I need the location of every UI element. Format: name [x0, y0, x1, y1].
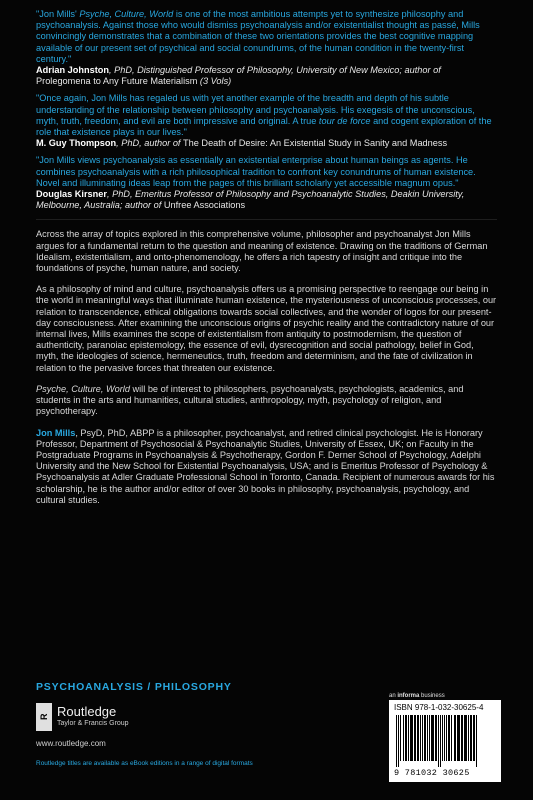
author-bio	[36, 428, 497, 506]
endorser-name: Douglas Kirsner	[36, 189, 107, 200]
quote-text: and cogent exploration of the role that existence plays in our lives."	[36, 115, 492, 138]
section-divider	[36, 219, 497, 220]
informa-business-label	[389, 693, 445, 699]
endorsement	[36, 93, 497, 149]
endorser-credentials: Unfree Associations	[163, 200, 246, 211]
description-text: Psyche, Culture, World	[36, 383, 130, 394]
publisher-url[interactable]: www.routledge.com	[36, 739, 106, 748]
quote-text: tour de force	[318, 115, 371, 126]
quote-text: "Jon Mills views psychoanalysis as essentially an existential enterprise about human beings as agents. He combines psychoanalysis with a rich philosophical tradition to confront key conundrums of human existence. Novel and illuminating ideas leap from the pages of this brilliant scholarly yet accessible magnum opus."	[36, 155, 476, 188]
informa-brand: informa	[397, 693, 420, 699]
category-label: PSYCHOANALYSIS / PHILOSOPHY	[36, 681, 232, 693]
endorser-credentials: Prolegomena to Any Future Materialism	[36, 76, 198, 87]
book-description	[36, 229, 497, 417]
description-text: As a philosophy of mind and culture, psychoanalysis offers us a promising perspective to reengage our being in the world in meaningful ways that illuminate human existence, the mysteriousness of unconscious processes, our relation to transcendence, ethical obligations towards social collectives, and the wonder of logos for our present-day consciousness. After examining the unconscious origins of psychic reality and the contradictory nature of our internal lives, Mills examines the scope of existentialism from antiquity to postmodernism, the question of authenticity, paranoiac epistemology, the essence of evil, dysrecognition and social pathology, belief in God, myth, the ideologies of science, hermeneutics, truth, freedom and determinism, and the fate of civilization in relation to the pervasive forces that threaten our existence.	[36, 284, 497, 373]
endorser-credentials: , PhD, Distinguished Professor of Philosophy, University of New Mexico; author of	[109, 65, 441, 76]
description-paragraph	[36, 384, 497, 418]
quote-text: "Once again, Jon Mills has regaled us with yet another example of the breadth and depth of his subtle understanding of the relationship between philosophy and psychoanalysis. His exegesis of the unconscious, myth, truth, freedom, and evil are both impressive and original. A true	[36, 93, 475, 126]
description-text: Across the array of topics explored in this comprehensive volume, philosopher and psychoanalyst Jon Mills argues for a fundamental return to the question and meaning of existence. Drawing on the traditions of German Idealism, existentialism, and onto-phenomenology, he offers a rich tapestry of insight and critique into the foundations of psyche, human nature, and society.	[36, 229, 488, 274]
endorser-credentials: , PhD, Emeritus Professor of Philosophy and Psychoanalytic Studies, Deakin University, Melbourne, Australia; author of	[36, 189, 465, 211]
description-text: will be of interest to philosophers, psychoanalysts, psychologists, academics, and students in the arts and humanities, cultural studies, anthropology, myth, psychology of religion, and psychotherapy.	[36, 383, 464, 417]
endorsement-quote	[36, 9, 497, 65]
endorsement-quote	[36, 93, 497, 138]
quote-text: Psyche, Culture, World	[79, 9, 174, 19]
description-paragraph	[36, 284, 497, 374]
ebook-note: Routledge titles are available as eBook editions in a range of digital formats	[36, 760, 253, 767]
publisher-name: Routledge	[57, 704, 117, 719]
endorser-credentials: , PhD, author of	[116, 138, 184, 149]
endorsement	[36, 9, 497, 87]
isbn-barcode-box	[389, 700, 501, 782]
barcode-icon	[394, 715, 496, 767]
endorser-credentials: (3 Vols)	[197, 76, 232, 87]
endorsement-attribution	[36, 189, 497, 211]
endorsement-attribution	[36, 138, 497, 149]
isbn-digits: 9 781032 30625	[394, 768, 470, 778]
description-paragraph	[36, 229, 497, 274]
endorsement	[36, 155, 497, 211]
isbn-label: ISBN 978-1-032-30625-4	[394, 703, 484, 712]
author-bio-text: , PsyD, PhD, ABPP is a philosopher, psychoanalyst, and retired clinical psychologist. He is Honorary Professor, Department of Psychosocial & Psychoanalytic Studies, University of Essex, UK; on Faculty in the Postgraduate Programs in Psychoanalysis & Psychotherapy, Gordon F. Derner School of Psychology, Adelphi University and the New School for Existential Psychoanalysis, USA; and is Emeritus Professor of Psychology & Psychoanalysis at Adler Graduate Professional School in Toronto, Canada. Recipient of numerous awards for his scholarship, he is the author and/or editor of over 30 books in philosophy, psychoanalysis, psychology, and cultural studies.	[36, 427, 495, 505]
author-bio-name: Jon Mills	[36, 427, 76, 438]
endorsement-attribution	[36, 65, 497, 87]
endorser-credentials: The Death of Desire: An Existential Study in Sanity and Madness	[183, 138, 448, 149]
endorsement-quote	[36, 155, 497, 189]
informa-prefix: an	[389, 693, 398, 699]
quote-text: is one of the most ambitious attempts yet to synthesize philosophy and psychoanalysis. Against those who would dismiss psychoanalysis and/or existentialist thought as passé, Mills convincingly demonstrates that a combination of these two orientations provides the best cognitive mapping available of our present set of psychical and social conundrums, of the human condition in the twenty-first century."	[36, 9, 480, 64]
endorsements-section	[36, 9, 497, 211]
informa-suffix: business	[419, 693, 445, 699]
endorser-name: Adrian Johnston	[36, 65, 109, 76]
publisher-subtitle: Taylor & Francis Group	[57, 720, 129, 727]
quote-text: "Jon Mills'	[36, 9, 80, 19]
endorser-name: M. Guy Thompson	[36, 138, 117, 149]
routledge-logo-icon: R	[36, 703, 52, 731]
